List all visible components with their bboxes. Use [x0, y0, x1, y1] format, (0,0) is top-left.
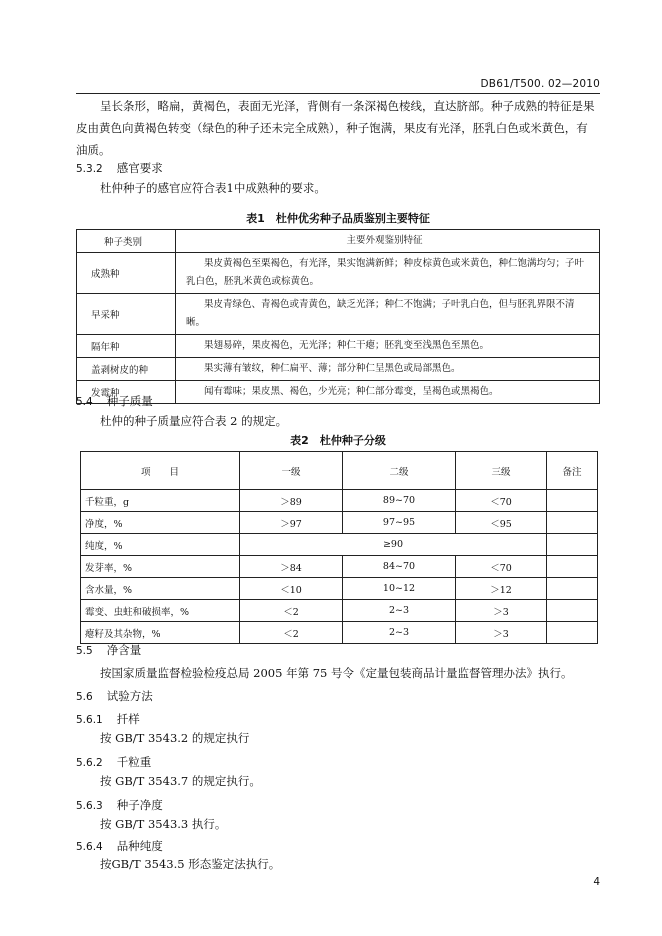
table2-grade2-cell: 2~3 [343, 600, 456, 622]
table2-grade2-cell: 89~70 [343, 490, 456, 512]
table1-row [77, 358, 600, 381]
section-5-6-1-heading [76, 711, 140, 728]
table2-header-row [81, 452, 598, 490]
table2-item-cell: 纯度，% [81, 534, 240, 556]
table1-row [77, 381, 600, 404]
section-title: 种子质量 [106, 394, 153, 408]
table2-grade3-cell: ＜70 [456, 556, 547, 578]
table2-note-cell [547, 512, 598, 534]
table2-note-cell [547, 578, 598, 600]
table2-row [81, 490, 598, 512]
table2-item-cell: 霉变、虫蛀和破损率，% [81, 600, 240, 622]
table2-header-cell: 二级 [343, 452, 456, 490]
table2-grade1-cell: ＜2 [240, 622, 343, 644]
table2-grade2-cell: 2~3 [343, 622, 456, 644]
section-5-3-2-heading [76, 160, 163, 177]
table2-grade3-cell: ＞3 [456, 622, 547, 644]
section-number: 5.3.2 [76, 163, 103, 175]
section-5-5-heading [76, 642, 141, 659]
table1-desc-cell: 果实薄有皱纹，种仁扁平、薄；部分种仁呈黑色或局部黑色。 [176, 358, 600, 381]
table1-row [77, 294, 600, 335]
section-5-6-2-text: 按 GB/T 3543.7 的规定执行。 [100, 774, 261, 788]
table2-grade3-cell: ＞12 [456, 578, 547, 600]
table2-row [81, 622, 598, 644]
table2-seed-grading [80, 451, 598, 644]
section-number: 5.6 [76, 691, 93, 703]
table1-desc-cell: 果皮青绿色、青褐色或青黄色，缺乏光泽；种仁不饱满；子叶乳白色，但与胚乳界限不清晰。 [176, 294, 600, 335]
section-5-6-2-heading [76, 754, 151, 771]
table2-note-cell [547, 556, 598, 578]
table2-row [81, 600, 598, 622]
table1-desc-cell: 果翅易碎，果皮褐色，无光泽；种仁干瘪；胚乳变至浅黑色至黑色。 [176, 335, 600, 358]
section-5-6-4-heading [76, 838, 163, 855]
table2-grade3-cell: ＜95 [456, 512, 547, 534]
table2-row [81, 534, 598, 556]
table1-type-cell: 早采种 [77, 294, 176, 335]
table2-item-cell: 发芽率，% [81, 556, 240, 578]
table1-row [77, 335, 600, 358]
table2-grade2-cell: 97~95 [343, 512, 456, 534]
table1-type-cell: 盖剥树皮的种 [77, 358, 176, 381]
table2-grade1-cell: ＞97 [240, 512, 343, 534]
table2-header-cell: 备注 [547, 452, 598, 490]
section-5-4-heading [76, 393, 153, 410]
section-title: 感官要求 [116, 161, 163, 175]
table1-caption: 表1 杜仲优劣种子品质鉴别主要特征 [246, 212, 430, 225]
table2-note-cell [547, 622, 598, 644]
intro-line-2: 皮由黄色向黄褐色转变（绿色的种子还未完全成熟），种子饱满，果皮有光泽，胚乳白色或米黄色，有 [76, 121, 588, 135]
table2-grade1-cell: ＞84 [240, 556, 343, 578]
table2-row [81, 556, 598, 578]
section-5-6-heading [76, 688, 153, 705]
table1-seed-quality-features [76, 229, 600, 404]
section-title: 千粒重 [116, 755, 152, 769]
section-title: 试验方法 [106, 689, 153, 703]
table2-note-cell [547, 534, 598, 556]
table2-header-cell: 项 目 [81, 452, 240, 490]
table2-note-cell [547, 600, 598, 622]
table2-grade1-cell: ＞89 [240, 490, 343, 512]
section-number: 5.6.1 [76, 714, 103, 726]
table1-desc-cell: 果皮黄褐色至栗褐色，有光泽，果实饱满新鲜；种皮棕黄色或米黄色，种仁饱满均匀；子叶乳白色，胚乳米黄色或棕黄色。 [176, 253, 600, 294]
table1-row [77, 253, 600, 294]
section-title: 种子净度 [116, 798, 163, 812]
intro-line-3: 油质。 [76, 143, 111, 157]
section-number: 5.6.4 [76, 841, 103, 853]
section-number: 5.5 [76, 645, 93, 657]
table2-item-cell: 千粒重，g [81, 490, 240, 512]
page-number: 4 [593, 876, 600, 888]
intro-line-1: 呈长条形，略扁，黄褐色，表面无光泽，背侧有一条深褐色棱线，直达脐部。种子成熟的特征是果 [100, 99, 595, 113]
section-5-6-3-heading [76, 797, 163, 814]
table2-header-cell: 一级 [240, 452, 343, 490]
section-number: 5.6.2 [76, 757, 103, 769]
header-rule [76, 93, 600, 94]
section-5-5-text: 按国家质量监督检验检疫总局 2005 年第 75 号令《定量包装商品计量监督管理办法》执行。 [100, 666, 573, 680]
section-5-6-4-text: 按GB/T 3543.5 形态鉴定法执行。 [100, 857, 281, 871]
section-5-6-1-text: 按 GB/T 3543.2 的规定执行 [100, 731, 250, 745]
table1-header-cell: 种子类别 [77, 230, 176, 253]
section-title: 扦样 [116, 712, 140, 726]
table1-type-cell: 成熟种 [77, 253, 176, 294]
section-5-4-text: 杜仲的种子质量应符合表 2 的规定。 [100, 414, 288, 428]
section-number: 5.4 [76, 396, 93, 408]
section-5-3-2-text: 杜仲种子的感官应符合表1中成熟种的要求。 [100, 181, 326, 195]
section-title: 品种纯度 [116, 839, 163, 853]
table2-grade1-cell: ＜10 [240, 578, 343, 600]
table1-header-row [77, 230, 600, 253]
table2-grade3-cell: ＜70 [456, 490, 547, 512]
table2-grade2-cell: 84~70 [343, 556, 456, 578]
table1-header-cell: 主要外观鉴别特征 [176, 230, 600, 253]
table2-item-cell: 净度，% [81, 512, 240, 534]
table2-row [81, 578, 598, 600]
table1-desc-cell: 闻有霉味；果皮黑、褐色，少光亮；种仁部分霉变，呈褐色或黑褐色。 [176, 381, 600, 404]
table2-grade2-cell: 10~12 [343, 578, 456, 600]
intro-paragraph [76, 95, 600, 161]
document-code: DB61/T500. 02—2010 [480, 78, 600, 90]
section-number: 5.6.3 [76, 800, 103, 812]
table2-row [81, 512, 598, 534]
table2-grade3-cell: ＞3 [456, 600, 547, 622]
section-title: 净含量 [106, 643, 142, 657]
table2-merged-grade-cell: ≥90 [240, 534, 547, 556]
table2-grade1-cell: ＜2 [240, 600, 343, 622]
table2-item-cell: 瘪籽及其杂物，% [81, 622, 240, 644]
table2-caption: 表2 杜仲种子分级 [290, 434, 386, 447]
table2-header-cell: 三级 [456, 452, 547, 490]
table2-note-cell [547, 490, 598, 512]
table1-type-cell: 发霉种 [77, 381, 176, 404]
section-5-6-3-text: 按 GB/T 3543.3 执行。 [100, 817, 227, 831]
table2-item-cell: 含水量，% [81, 578, 240, 600]
table1-type-cell: 隔年种 [77, 335, 176, 358]
